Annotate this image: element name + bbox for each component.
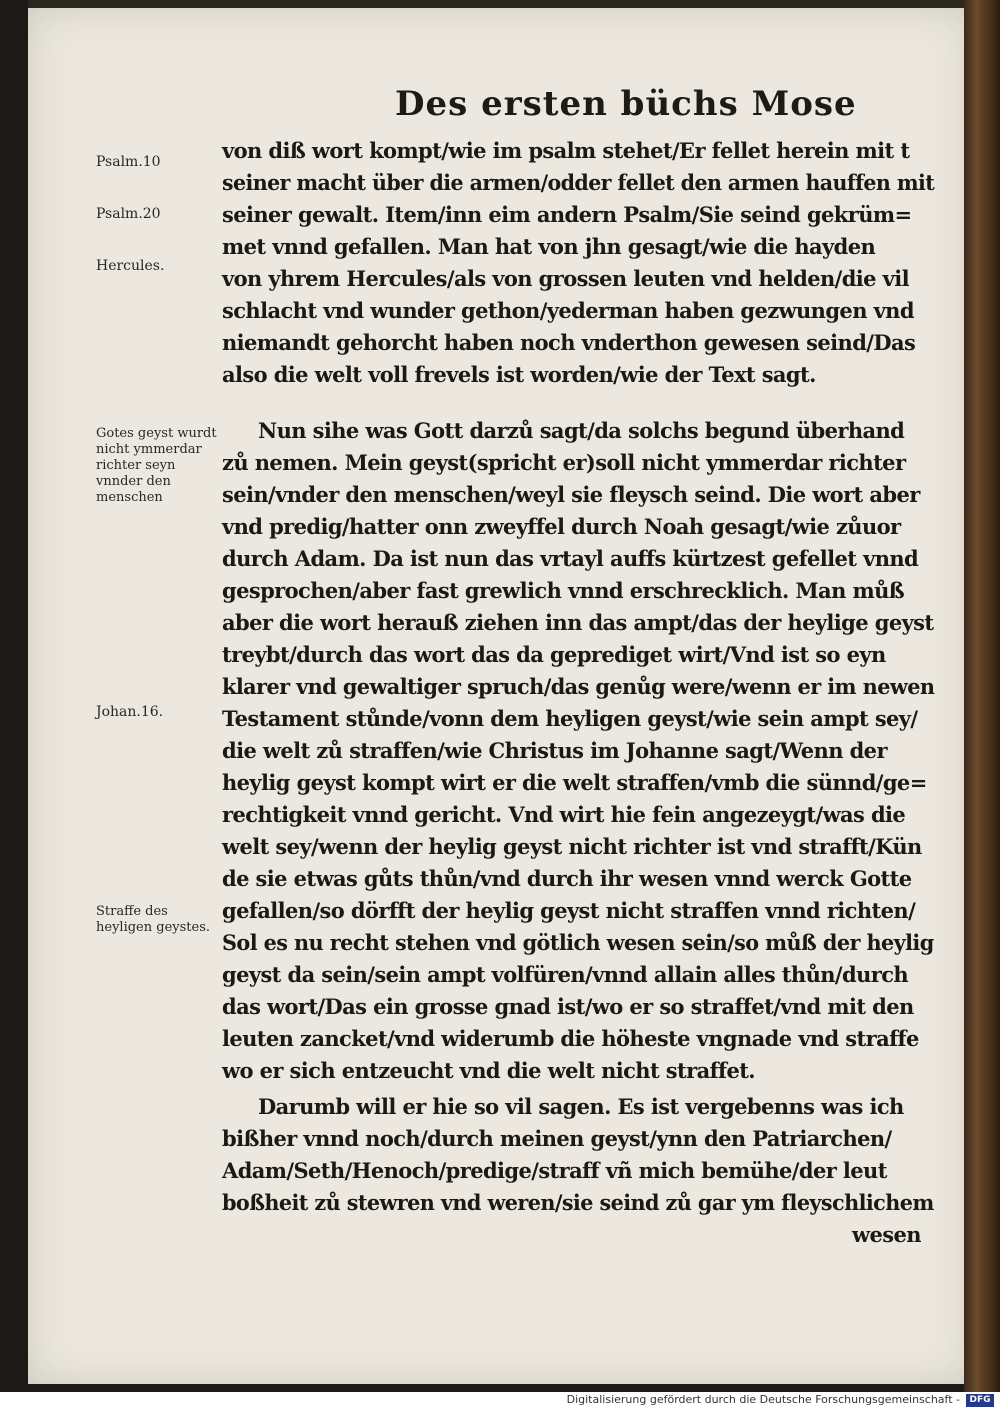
text-line: seiner macht über die armen/odder fellet den armen hauffen mit [222,170,935,195]
text-line: Darumb will er hie so vil sagen. Es ist vergebenns was ich [258,1094,904,1119]
text-line: das wort/Das ein grosse gnad ist/wo er so straffet/vnd mit den [222,994,914,1019]
margin-note-gotes-geyst: Gotes geyst wurdt nicht ymmerdar richter seyn vnnder den menschen [96,426,217,505]
margin-note-psalm-20: Psalm.20 [96,206,161,222]
text-line: klarer vnd gewaltiger spruch/das genůg were/wenn er im newen [222,674,935,699]
text-line: de sie etwas gůts thůn/vnd durch ihr wesen vnnd werck Gotte [222,866,912,891]
text-line: Testament stůnde/vonn dem heyligen geyst/wie sein ampt sey/ [222,706,918,731]
text-line: treybt/durch das wort das da geprediget wirt/Vnd ist so eyn [222,642,886,667]
text-line: wo er sich entzeucht vnd die welt nicht straffet. [222,1058,756,1083]
text-line: seiner gewalt. Item/inn eim andern Psalm/Sie seind gekrüm= [222,202,912,227]
text-line: heylig geyst kompt wirt er die welt straffen/vmb die sünnd/ge= [222,770,927,795]
text-line: gefallen/so dörfft der heylig geyst nicht straffen vnnd richten/ [222,898,916,923]
text-line: rechtigkeit vnnd gericht. Vnd wirt hie fein angezeygt/was die [222,802,906,827]
text-line: met vnnd gefallen. Man hat von jhn gesagt/wie die hayden [222,234,876,259]
catchword: wesen [852,1222,921,1247]
text-line: Nun sihe was Gott darzů sagt/da solchs begund überhand [258,418,905,443]
dfg-logo: DFG [966,1394,994,1407]
text-line: niemandt gehorcht haben noch vnderthon gewesen seind/Das [222,330,916,355]
text-line: boßheit zů stewren vnd weren/sie seind zů gar ym fleyschlichem [222,1190,934,1215]
margin-note-psalm-10: Psalm.10 [96,154,161,170]
margin-note-hercules: Hercules. [96,258,165,274]
running-head: Des ersten büchs Mose [395,84,857,124]
book-spine [964,0,1000,1392]
text-line: Sol es nu recht stehen vnd götlich wesen sein/so můß der heylig [222,930,934,955]
text-line: von diß wort kompt/wie im psalm stehet/Er fellet herein mit t [222,138,910,163]
text-line: gesprochen/aber fast grewlich vnnd erschrecklich. Man můß [222,578,905,603]
text-line: Adam/Seth/Henoch/predige/straff vñ mich bemühe/der leut [222,1158,887,1183]
text-line: vnd predig/hatter onn zweyffel durch Noah gesagt/wie zůuor [222,514,901,539]
text-line: von yhrem Hercules/als von grossen leuten vnd helden/die vil [222,266,910,291]
text-line: sein/vnder den menschen/weyl sie fleysch seind. Die wort aber [222,482,920,507]
footer-bar [0,1392,1000,1410]
text-line: die welt zů straffen/wie Christus im Johanne sagt/Wenn der [222,738,887,763]
margin-note-straffe: Straffe des heyligen geystes. [96,904,210,935]
text-line: durch Adam. Da ist nun das vrtayl auffs kürtzest gefellet vnnd [222,546,919,571]
text-line: leuten zancket/vnd widerumb die höheste vngnade vnd straffe [222,1026,919,1051]
text-line: bißher vnnd noch/durch meinen geyst/ynn den Patriarchen/ [222,1126,892,1151]
text-line: aber die wort herauß ziehen inn das ampt/das der heylige geyst [222,610,934,635]
text-line: schlacht vnd wunder gethon/yederman haben gezwungen vnd [222,298,914,323]
text-line: geyst da sein/sein ampt volfüren/vnnd allain alles thůn/durch [222,962,909,987]
margin-note-johan-16: Johan.16. [96,704,164,720]
text-line: also die welt voll frevels ist worden/wie der Text sagt. [222,362,816,387]
funding-credit: Digitalisierung gefördert durch die Deutsche Forschungsgemeinschaft - [566,1393,960,1406]
text-line: welt sey/wenn der heylig geyst nicht richter ist vnd strafft/Kün [222,834,922,859]
text-line: zů nemen. Mein geyst(spricht er)soll nicht ymmerdar richter [222,450,906,475]
